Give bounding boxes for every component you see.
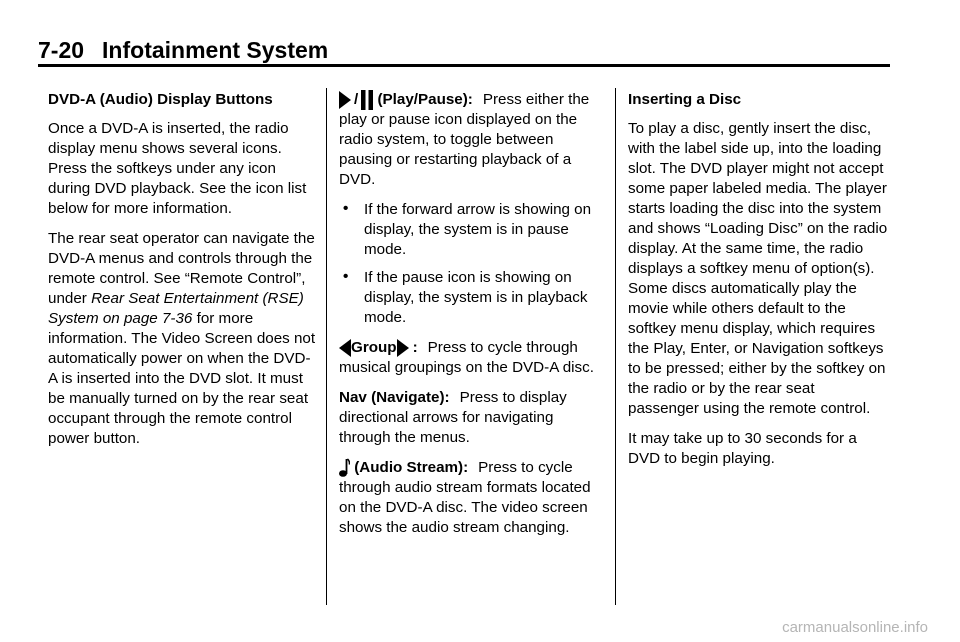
column-divider	[615, 88, 616, 605]
column-divider	[326, 88, 327, 605]
group-previous-icon	[339, 339, 351, 357]
watermark: carmanualsonline.info	[782, 619, 928, 636]
header-rule	[38, 64, 890, 67]
page-number: 7-20	[38, 37, 85, 63]
paragraph-dvd-a-intro: Once a DVD-A is inserted, the radio display menu shows several icons. Press the softkeys under any icon during DVD playback. See the icon list below for more information.	[48, 120, 307, 217]
term-description: Press either the play or pause icon displayed on the radio system, to toggle between pausing or restarting playback of a DVD.	[339, 91, 590, 189]
term-description: Press to display directional arrows for navigating through the menus.	[339, 389, 567, 447]
term-description: Press to cycle through audio stream formats located on the DVD-A disc. The video screen shows the audio stream changing.	[339, 459, 591, 537]
list-item: • If the forward arrow is showing on display, the system is in pause mode.	[343, 200, 592, 259]
entry-audio-stream	[339, 458, 601, 538]
group-next-icon	[397, 339, 409, 357]
audio-stream-note-icon	[339, 458, 350, 478]
paragraph-playback-delay: It may take up to 30 seconds for a DVD to begin playing.	[628, 430, 857, 467]
term-description: Press to cycle through musical groupings on the DVD-A disc.	[339, 339, 594, 377]
bullet-list	[339, 200, 601, 328]
cross-reference-link[interactable]: Rear Seat Entertainment (RSE) System on page 7-36	[48, 290, 304, 327]
column-left	[48, 90, 316, 459]
list-item: • If the pause icon is showing on display, the system is in playback mode.	[343, 268, 588, 327]
section-heading-dvd-a-buttons: DVD-A (Audio) Display Buttons	[48, 91, 273, 108]
term-label: Group	[351, 339, 397, 357]
icon-separator: /	[354, 91, 359, 109]
term-label: Nav (Navigate):	[339, 389, 450, 407]
paragraph-text: for more information. The Video Screen does not automatically power on when the DVD-A is inserted into the DVD slot. It must be manually turned on by the rear seat occupant through the remote control power button.	[48, 310, 316, 447]
section-title: Infotainment System	[102, 37, 329, 63]
column-right	[628, 90, 888, 479]
bullet-icon: •	[343, 200, 349, 218]
term-label: (Play/Pause):	[377, 91, 473, 109]
play-arrow-icon	[339, 91, 351, 109]
column-middle	[339, 90, 601, 548]
term-label: (Audio Stream):	[354, 459, 469, 477]
pause-icon	[361, 90, 373, 110]
bullet-icon: •	[343, 268, 349, 286]
section-heading-inserting-disc: Inserting a Disc	[628, 91, 742, 108]
term-colon: :	[412, 339, 418, 357]
paragraph-inserting-disc: To play a disc, gently insert the disc, with the label side up, into the loading slot. The DVD player might not accept some paper labeled media. The player starts loading the disc into the system and shows “Loading Disc” on the radio display. At the same time, the radio displays a softkey menu of option(s). Some discs automatically play the movie while others default to the softkey menu display, which requires the Play, Enter, or Navigation softkeys to be pressed; either by the softkey on the radio or by the rear seat passenger using the remote control.	[628, 120, 888, 417]
entry-group	[339, 338, 601, 378]
paragraph-rear-seat-operator	[48, 229, 316, 449]
entry-navigate	[339, 388, 601, 448]
entry-play-pause	[339, 90, 601, 190]
paragraph-text: The rear seat operator can navigate the DVD-A menus and controls through the remote control. See “Remote Control”, under	[48, 230, 315, 307]
page-header	[38, 36, 328, 64]
